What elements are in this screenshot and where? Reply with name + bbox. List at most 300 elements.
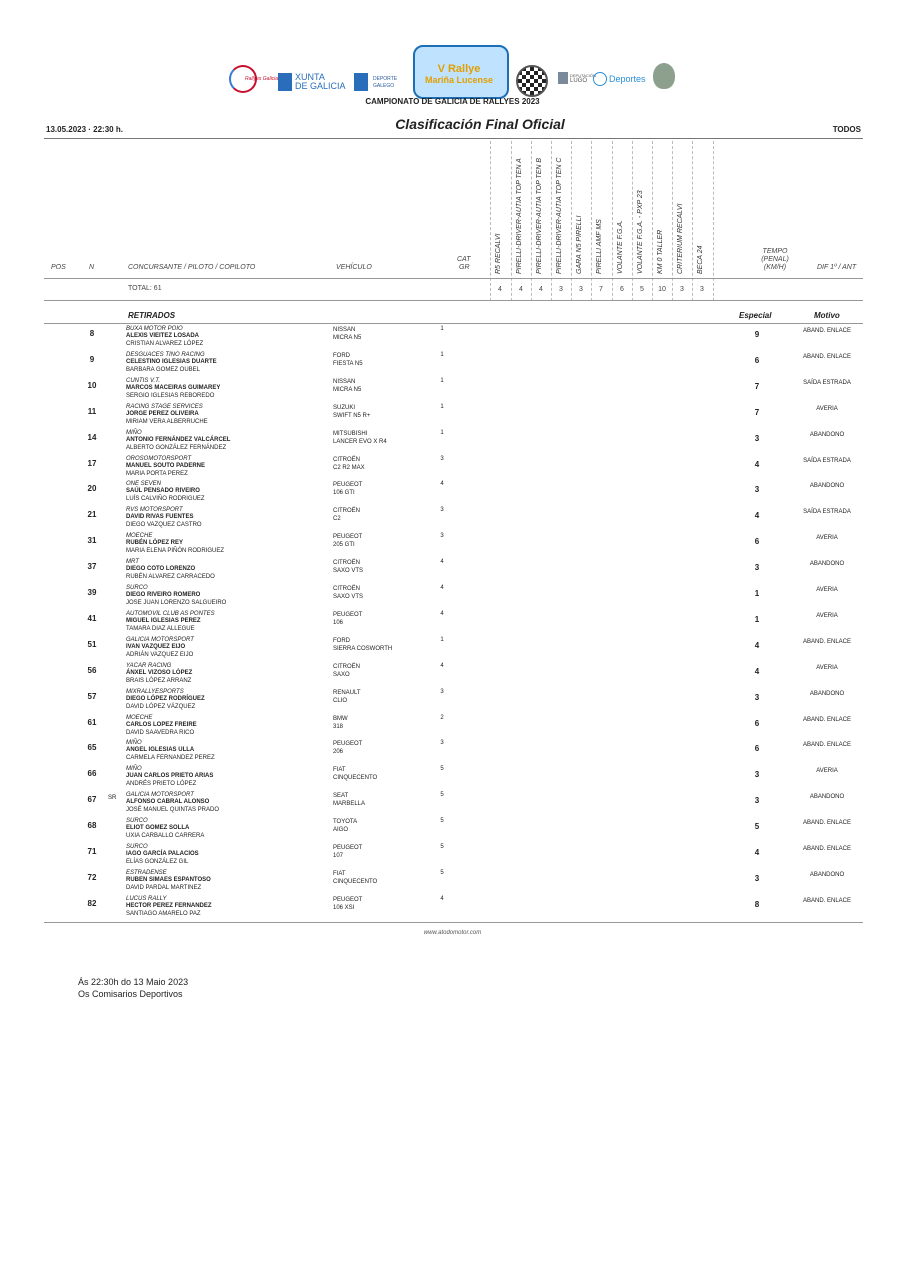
- table-row: [0, 611, 905, 637]
- retired-stage: 4: [754, 459, 760, 469]
- category: 1: [440, 377, 444, 384]
- retirement-reason: ABAND. ENLACE: [802, 328, 851, 334]
- car-number: 51: [87, 639, 97, 649]
- table-row: [0, 740, 905, 766]
- prize-column-total: 5: [640, 286, 644, 293]
- codriver-name: SANTIAGO AMARELO PAZ: [126, 910, 201, 917]
- header-divider: [44, 138, 863, 139]
- prize-column-total: 10: [658, 286, 666, 293]
- prize-column-total: 3: [700, 286, 704, 293]
- driver-name: SAÚL PENSADO RIVEIRO: [126, 488, 200, 495]
- col-penal: (PENAL): [761, 256, 789, 263]
- col-kmh: (KM/H): [763, 264, 787, 271]
- team-name: ONE SEVEN: [126, 481, 162, 488]
- table-bottom-divider: [44, 922, 863, 923]
- category-filter: TODOS: [832, 125, 861, 134]
- checkered-club-logo-icon: [516, 65, 548, 97]
- team-name: LUCUS RALLY: [126, 895, 167, 902]
- col-competitor: CONCURSANTE / PILOTO / COPILOTO: [128, 264, 256, 271]
- retirement-reason: AVERIA: [816, 535, 838, 542]
- driver-name: HECTOR PEREZ FERNANDEZ: [126, 902, 212, 909]
- codriver-name: DAVID LÓPEZ VÁZQUEZ: [126, 703, 196, 710]
- website-footer: www.atodomotor.com: [423, 930, 482, 936]
- driver-name: RUBÉN LÓPEZ REY: [126, 540, 184, 547]
- driver-name: DIEGO LÓPEZ RODRÍGUEZ: [126, 695, 205, 702]
- vehicle-model: C2: [333, 516, 341, 523]
- car-number: 72: [87, 872, 97, 882]
- table-row: [0, 870, 905, 896]
- category: 5: [440, 818, 444, 825]
- prize-column-label: PIRELLI AMF MS: [596, 219, 603, 274]
- vehicle-model: 107: [333, 853, 344, 859]
- vehicle-model: SIERRA COSWORTH: [333, 645, 393, 652]
- vehicle-model: 206: [333, 749, 344, 756]
- vehicle-make: CITROËN: [333, 456, 360, 463]
- codriver-name: BRAIS LÓPEZ ARRANZ: [126, 677, 192, 684]
- prize-column-label: PIRELLI-DRIVER-AUTIA TOP TEN C: [556, 157, 563, 274]
- codriver-name: BARBARA GOMEZ OUBEL: [126, 366, 201, 373]
- category: 5: [440, 766, 444, 773]
- team-name: SURCO: [126, 818, 148, 825]
- vehicle-make: FORD: [333, 352, 350, 359]
- lugo-logo-line2: LUGO: [570, 78, 588, 84]
- table-row: [0, 637, 905, 663]
- codriver-name: DAVID PARDAL MARTINEZ: [126, 884, 202, 891]
- car-number: 68: [87, 821, 97, 831]
- xunta-logo-line2: DE GALICIA: [295, 81, 346, 91]
- prize-column-label: CRITERIUM RECALVI: [677, 203, 684, 274]
- vehicle-make: FORD: [333, 637, 350, 644]
- retired-stage: 4: [754, 848, 760, 857]
- vehicle-make: PEUGEOT: [333, 534, 363, 541]
- driver-name: DAVID RIVAS FUENTES: [126, 514, 194, 521]
- car-number: 65: [87, 743, 97, 753]
- codriver-name: ALBERTO GONZÁLEZ FERNÁNDEZ: [126, 444, 227, 451]
- team-name: MRT: [126, 559, 139, 566]
- car-number: 82: [87, 898, 97, 908]
- prize-column-total: 6: [620, 286, 624, 293]
- vehicle-make: SEAT: [333, 793, 349, 800]
- rallyes-galicia-logo-text: Rallyes Galicia: [245, 76, 279, 82]
- car-number: 20: [87, 484, 97, 494]
- table-row: [0, 456, 905, 482]
- codriver-name: JOSÉ MANUEL QUINTAS PRADO: [126, 807, 220, 814]
- category: 3: [440, 533, 444, 540]
- codriver-name: UXIA CARBALLO CARRERA: [126, 833, 205, 840]
- table-row: [0, 663, 905, 689]
- page-title: Clasificación Final Oficial: [395, 116, 565, 132]
- driver-name: JUAN CARLOS PRIETO ARIAS: [126, 773, 214, 780]
- prize-column-total: 3: [579, 286, 583, 293]
- vehicle-make: NISSAN: [333, 378, 356, 385]
- retirement-reason: AVERIA: [816, 587, 838, 593]
- driver-name: MARCOS MACEIRAS GUIMAREY: [126, 384, 221, 391]
- table-row: [0, 818, 905, 844]
- prize-column-divider: [713, 141, 714, 301]
- category: 3: [440, 507, 444, 514]
- driver-name: JORGE PEREZ OLIVEIRA: [126, 410, 199, 417]
- category: 4: [440, 585, 444, 591]
- car-number: 8: [89, 329, 95, 338]
- retirement-reason: AVERIA: [816, 405, 838, 412]
- category: 1: [440, 429, 444, 436]
- retired-stage: 7: [754, 407, 760, 417]
- retired-stage: 3: [754, 485, 760, 495]
- car-number: 57: [87, 691, 97, 701]
- prize-column-total: 3: [559, 286, 563, 293]
- prize-column-divider: [672, 141, 673, 301]
- retirement-reason: ABAND. ENLACE: [802, 353, 851, 360]
- table-row: [0, 585, 905, 611]
- codriver-name: SERGIO IGLESIAS REBOREDO: [126, 392, 215, 399]
- vehicle-make: BMW: [333, 715, 348, 722]
- vehicle-make: RENAULT: [333, 689, 361, 696]
- codriver-name: RUBÉN ALVAREZ CARRACEDO: [126, 574, 215, 581]
- prize-column-total: 3: [680, 286, 684, 293]
- retired-stage: 4: [754, 666, 760, 676]
- vehicle-model: SAXO VTS: [333, 568, 364, 575]
- prize-column-label: GARA N5 PIRELLI: [576, 215, 583, 274]
- xunta-logo-icon: [278, 73, 292, 91]
- driver-name: ANTONIO FERNÁNDEZ VALCÁRCEL: [126, 436, 231, 443]
- car-number: 61: [87, 717, 97, 727]
- championship-title: CAMPIONATO DE GALICIA DE RALLYES 2023: [365, 97, 540, 106]
- retired-stage: 3: [754, 563, 760, 573]
- retired-stage: 5: [754, 822, 760, 832]
- signature-line-2: Os Comisarios Deportivos: [78, 989, 183, 999]
- retirement-reason: ABAND. ENLACE: [802, 742, 851, 749]
- car-number: 31: [87, 536, 97, 546]
- codriver-name: CRISTIAN ALVAREZ LÓPEZ: [126, 341, 204, 347]
- vehicle-make: SUZUKI: [333, 404, 356, 411]
- col-tempo: TEMPO: [762, 248, 788, 255]
- codriver-name: MARIA ELENA PIÑÓN RODRIGUEZ: [126, 548, 225, 555]
- prize-column-label: BECA 24: [697, 245, 704, 274]
- vehicle-make: CITROËN: [333, 586, 360, 592]
- car-number: 21: [87, 510, 97, 520]
- col-pos: POS: [51, 264, 66, 271]
- codriver-name: MIRIAM VERA ALBERRUCHE: [126, 418, 208, 425]
- driver-name: CARLOS LOPEZ FREIRE: [126, 721, 197, 728]
- vehicle-make: PEUGEOT: [333, 896, 363, 903]
- retired-stage: 4: [754, 640, 760, 650]
- vehicle-model: 106 GTI: [333, 490, 355, 497]
- prize-column-divider: [652, 141, 653, 301]
- prize-column-divider: [612, 141, 613, 301]
- retirement-reason: SAÍDA ESTRADA: [803, 509, 851, 516]
- retirement-reason: ABAND. ENLACE: [802, 716, 851, 723]
- driver-name: CELESTINO IGLESIAS DUARTE: [126, 358, 217, 365]
- codriver-name: DIEGO VAZQUEZ CASTRO: [126, 522, 202, 529]
- team-name: YACAR RACING: [126, 662, 172, 669]
- car-number: 41: [87, 613, 97, 623]
- team-name: SURCO: [126, 844, 148, 850]
- table-row: [0, 430, 905, 456]
- table-row: [0, 792, 905, 818]
- driver-name: MANUEL SOUTO PADERNE: [126, 462, 206, 469]
- vehicle-model: CINQUECENTO: [333, 878, 378, 885]
- driver-name: ANGEL IGLESIAS ULLA: [126, 747, 195, 754]
- prize-column-divider: [571, 141, 572, 301]
- category: 2: [440, 714, 444, 721]
- retirement-reason: ABANDONO: [809, 483, 845, 490]
- retired-section-title: RETIRADOS: [128, 311, 176, 320]
- retired-stage: 1: [754, 614, 760, 624]
- retired-stage: 3: [754, 770, 760, 780]
- vehicle-make: NISSAN: [333, 327, 356, 333]
- table-row: [0, 507, 905, 533]
- codriver-name: DAVID SAAVEDRA RICO: [126, 729, 195, 736]
- total-entries: TOTAL: 61: [128, 285, 162, 292]
- sr-flag: SR: [108, 795, 117, 802]
- vehicle-model: LANCER EVO X R4: [333, 438, 387, 445]
- table-row: [0, 352, 905, 378]
- retirement-reason: ABAND. ENLACE: [802, 820, 851, 827]
- prize-column-total: 4: [539, 286, 543, 293]
- codriver-name: ELÍAS GONZÁLEZ GIL: [126, 859, 189, 865]
- team-name: MIÑO: [126, 429, 142, 436]
- retirement-reason: ABANDONO: [809, 871, 845, 878]
- retirement-reason: AVERIA: [816, 612, 838, 619]
- car-number: 39: [87, 588, 97, 597]
- team-name: RVS MOTORSPORT: [126, 507, 183, 514]
- prize-column-divider: [511, 141, 512, 301]
- category: 3: [440, 455, 444, 462]
- prize-column-label: VOLANTE F.G.A. - PXP 23: [637, 190, 644, 274]
- driver-name: IAGO GARCÍA PALACIOS: [126, 851, 199, 857]
- team-name: SURCO: [126, 585, 148, 591]
- codriver-name: ANDRÉS PRIETO LÓPEZ: [126, 781, 197, 788]
- retired-stage: 6: [754, 355, 760, 365]
- reason-header: Motivo: [814, 311, 840, 320]
- prize-column-divider: [531, 141, 532, 301]
- category: 4: [440, 481, 444, 488]
- car-number: 17: [87, 458, 97, 468]
- vehicle-model: MICRA N5: [333, 335, 362, 341]
- retirement-reason: ABANDONO: [809, 561, 845, 568]
- category: 3: [440, 688, 444, 695]
- prize-column-label: R5 RECALVI: [495, 233, 502, 274]
- deporte-galego-line2: GALEGO: [373, 83, 395, 89]
- table-row: [0, 715, 905, 741]
- deportes-logo-icon: [593, 72, 607, 86]
- retired-stage: 6: [754, 718, 760, 728]
- report-datetime: 13.05.2023 · 22:30 h.: [46, 125, 123, 134]
- driver-name: IVAN VAZQUEZ EIJO: [126, 643, 186, 650]
- codriver-name: ADRIÁN VAZQUEZ EIJO: [126, 651, 194, 658]
- driver-name: DIEGO RIVEIRO ROMERO: [126, 592, 201, 598]
- retired-stage: 9: [754, 330, 760, 339]
- vehicle-model: 106: [333, 619, 344, 626]
- vehicle-make: FIAT: [333, 870, 346, 877]
- vehicle-model: C2 R2 MAX: [333, 464, 365, 471]
- team-name: GALICIA MOTORSPORT: [126, 792, 194, 799]
- prize-column-label: VOLANTE F.G.A.: [617, 220, 624, 274]
- retirement-reason: ABANDONO: [809, 794, 845, 801]
- retired-stage: 7: [754, 381, 760, 391]
- codriver-name: TAMARA DIAZ ALLEGUE: [126, 625, 195, 632]
- vehicle-make: PEUGEOT: [333, 845, 363, 851]
- car-number: 71: [87, 847, 97, 856]
- table-row: [0, 896, 905, 922]
- team-name: DESGUACES TINO RACING: [126, 351, 205, 358]
- vehicle-model: AIGO: [333, 827, 349, 834]
- col-vehicle: VEHÍCULO: [336, 264, 372, 271]
- table-row: [0, 326, 905, 352]
- prize-column-divider: [490, 141, 491, 301]
- retirement-reason: ABANDONO: [809, 431, 845, 438]
- rally-logo-line1: V Rallye: [437, 63, 481, 75]
- team-name: MIXRALLYESPORTS: [126, 688, 184, 695]
- retirement-reason: ABANDONO: [809, 690, 845, 697]
- driver-name: ÁNXEL VIZOSO LÓPEZ: [126, 669, 193, 676]
- retirement-reason: ABAND. ENLACE: [802, 638, 851, 645]
- codriver-name: CARMELA FERNANDEZ PEREZ: [126, 755, 215, 762]
- totals-divider: [44, 300, 863, 301]
- vehicle-make: MITSUBISHI: [333, 430, 368, 437]
- codriver-name: MARIA PORTA PEREZ: [126, 470, 188, 477]
- table-row: [0, 481, 905, 507]
- car-number: 37: [87, 562, 97, 572]
- vehicle-make: PEUGEOT: [333, 741, 363, 748]
- prize-column-label: PIRELLI-DRIVER-AUTIA TOP TEN A: [516, 158, 523, 274]
- car-number: 11: [87, 406, 97, 416]
- column-header-divider: [44, 278, 863, 279]
- retired-stage: 6: [754, 537, 760, 547]
- lugo-logo-line1: DEPUTACIÓN: [570, 73, 596, 78]
- team-name: BUXA MOTOR POIO: [126, 326, 183, 332]
- category: 4: [440, 610, 444, 617]
- retired-stage: 6: [754, 744, 760, 754]
- retired-stage: 4: [754, 511, 760, 521]
- category: 1: [440, 403, 444, 410]
- driver-name: ALEXIS VIEITEZ LOSADA: [126, 333, 200, 339]
- category: 4: [440, 559, 444, 566]
- prize-column-label: PIRELLI-DRIVER-AUTIA TOP TEN B: [536, 157, 543, 274]
- retirement-reason: AVERIA: [816, 664, 838, 671]
- rally-logo-line2: Mariña Lucense: [424, 75, 494, 85]
- team-name: MIÑO: [126, 740, 142, 747]
- retirement-reason: AVERIA: [816, 768, 838, 775]
- vehicle-model: 205 GTI: [333, 542, 355, 549]
- team-name: MOECHE: [126, 714, 153, 721]
- col-number: N: [89, 264, 95, 271]
- team-name: AUTOMOVIL CLUB AS PONTES: [126, 610, 215, 617]
- driver-name: MIGUEL IGLESIAS PEREZ: [126, 617, 201, 624]
- deportes-logo-text: Deportes: [609, 74, 646, 84]
- vehicle-make: CITROËN: [333, 508, 360, 515]
- table-row: [0, 689, 905, 715]
- team-name: RACING STAGE SERVICES: [126, 403, 203, 410]
- driver-name: DIEGO COTO LORENZO: [126, 566, 196, 573]
- driver-name: ELIOT GOMEZ SOLLA: [126, 825, 190, 832]
- col-gr: GR: [459, 264, 470, 271]
- vehicle-model: MICRA N5: [333, 386, 362, 393]
- prize-column-divider: [692, 141, 693, 301]
- category: 5: [440, 844, 444, 850]
- team-name: OROSOMOTORSPORT: [126, 455, 192, 462]
- table-row: [0, 533, 905, 559]
- federation-shield-icon: [653, 63, 675, 89]
- category: 5: [440, 792, 444, 799]
- vehicle-make: TOYOTA: [333, 819, 358, 826]
- category: 4: [440, 662, 444, 669]
- retirement-reason: ABAND. ENLACE: [802, 897, 851, 904]
- car-number: 56: [87, 665, 97, 675]
- vehicle-model: 318: [333, 723, 344, 730]
- vehicle-model: FIESTA N5: [333, 360, 363, 367]
- prize-column-divider: [632, 141, 633, 301]
- table-row: [0, 766, 905, 792]
- vehicle-make: PEUGEOT: [333, 482, 363, 489]
- retired-stage: 3: [754, 692, 760, 702]
- vehicle-make: CITROËN: [333, 560, 360, 567]
- col-dif: DIF 1º / ANT: [817, 264, 857, 271]
- category: 3: [440, 740, 444, 747]
- vehicle-model: SAXO: [333, 671, 350, 678]
- team-name: MIÑO: [126, 766, 142, 773]
- vehicle-model: 106 XSI: [333, 904, 355, 911]
- car-number: 10: [87, 380, 97, 390]
- stage-header: Especial: [739, 311, 772, 320]
- vehicle-make: FIAT: [333, 767, 346, 774]
- vehicle-model: MARBELLA: [333, 801, 366, 808]
- table-row: [0, 404, 905, 430]
- category: 1: [440, 326, 444, 332]
- prize-column-total: 4: [519, 286, 523, 293]
- category: 1: [440, 351, 444, 358]
- table-row: [0, 559, 905, 585]
- prize-column-label: KM 0 TALLER: [657, 229, 664, 274]
- vehicle-model: CLIO: [333, 697, 348, 704]
- retired-header-divider: [44, 323, 863, 324]
- deporte-galego-line1: DEPORTE: [373, 76, 398, 82]
- prize-column-divider: [591, 141, 592, 301]
- category: 4: [440, 895, 444, 902]
- vehicle-make: CITROËN: [333, 663, 360, 670]
- retired-stage: 1: [754, 589, 760, 598]
- category: 5: [440, 869, 444, 876]
- retirement-reason: ABAND. ENLACE: [802, 846, 851, 852]
- category: 1: [440, 636, 444, 643]
- vehicle-model: SAXO VTS: [333, 594, 364, 600]
- prize-column-divider: [551, 141, 552, 301]
- retired-stage: 3: [754, 873, 760, 883]
- retirement-reason: SAÍDA ESTRADA: [803, 379, 851, 386]
- retired-stage: 3: [754, 796, 760, 806]
- team-name: ESTRADENSE: [126, 869, 167, 876]
- deporte-galego-logo-icon: [354, 73, 368, 91]
- retired-stage: 8: [754, 899, 760, 909]
- driver-name: ALFONSO CABRAL ALONSO: [126, 799, 210, 806]
- vehicle-make: PEUGEOT: [333, 611, 363, 618]
- vehicle-model: SWIFT N5 R+: [333, 412, 371, 419]
- car-number: 66: [87, 769, 97, 779]
- car-number: 9: [89, 354, 95, 364]
- xunta-logo-line1: XUNTA: [295, 72, 325, 82]
- table-row: [0, 844, 905, 870]
- table-row: [0, 378, 905, 404]
- car-number: 67: [87, 795, 97, 805]
- retirement-reason: SAÍDA ESTRADA: [803, 457, 851, 464]
- team-name: MOECHE: [126, 533, 153, 540]
- car-number: 14: [87, 432, 97, 442]
- retired-stage: 3: [754, 433, 760, 443]
- signature-line-1: Ás 22:30h do 13 Maio 2023: [78, 977, 189, 987]
- team-name: GALICIA MOTORSPORT: [126, 636, 194, 643]
- driver-name: RUBEN SIMAES ESPANTOSO: [126, 876, 211, 883]
- team-name: CUNTIS V.T.: [126, 377, 161, 384]
